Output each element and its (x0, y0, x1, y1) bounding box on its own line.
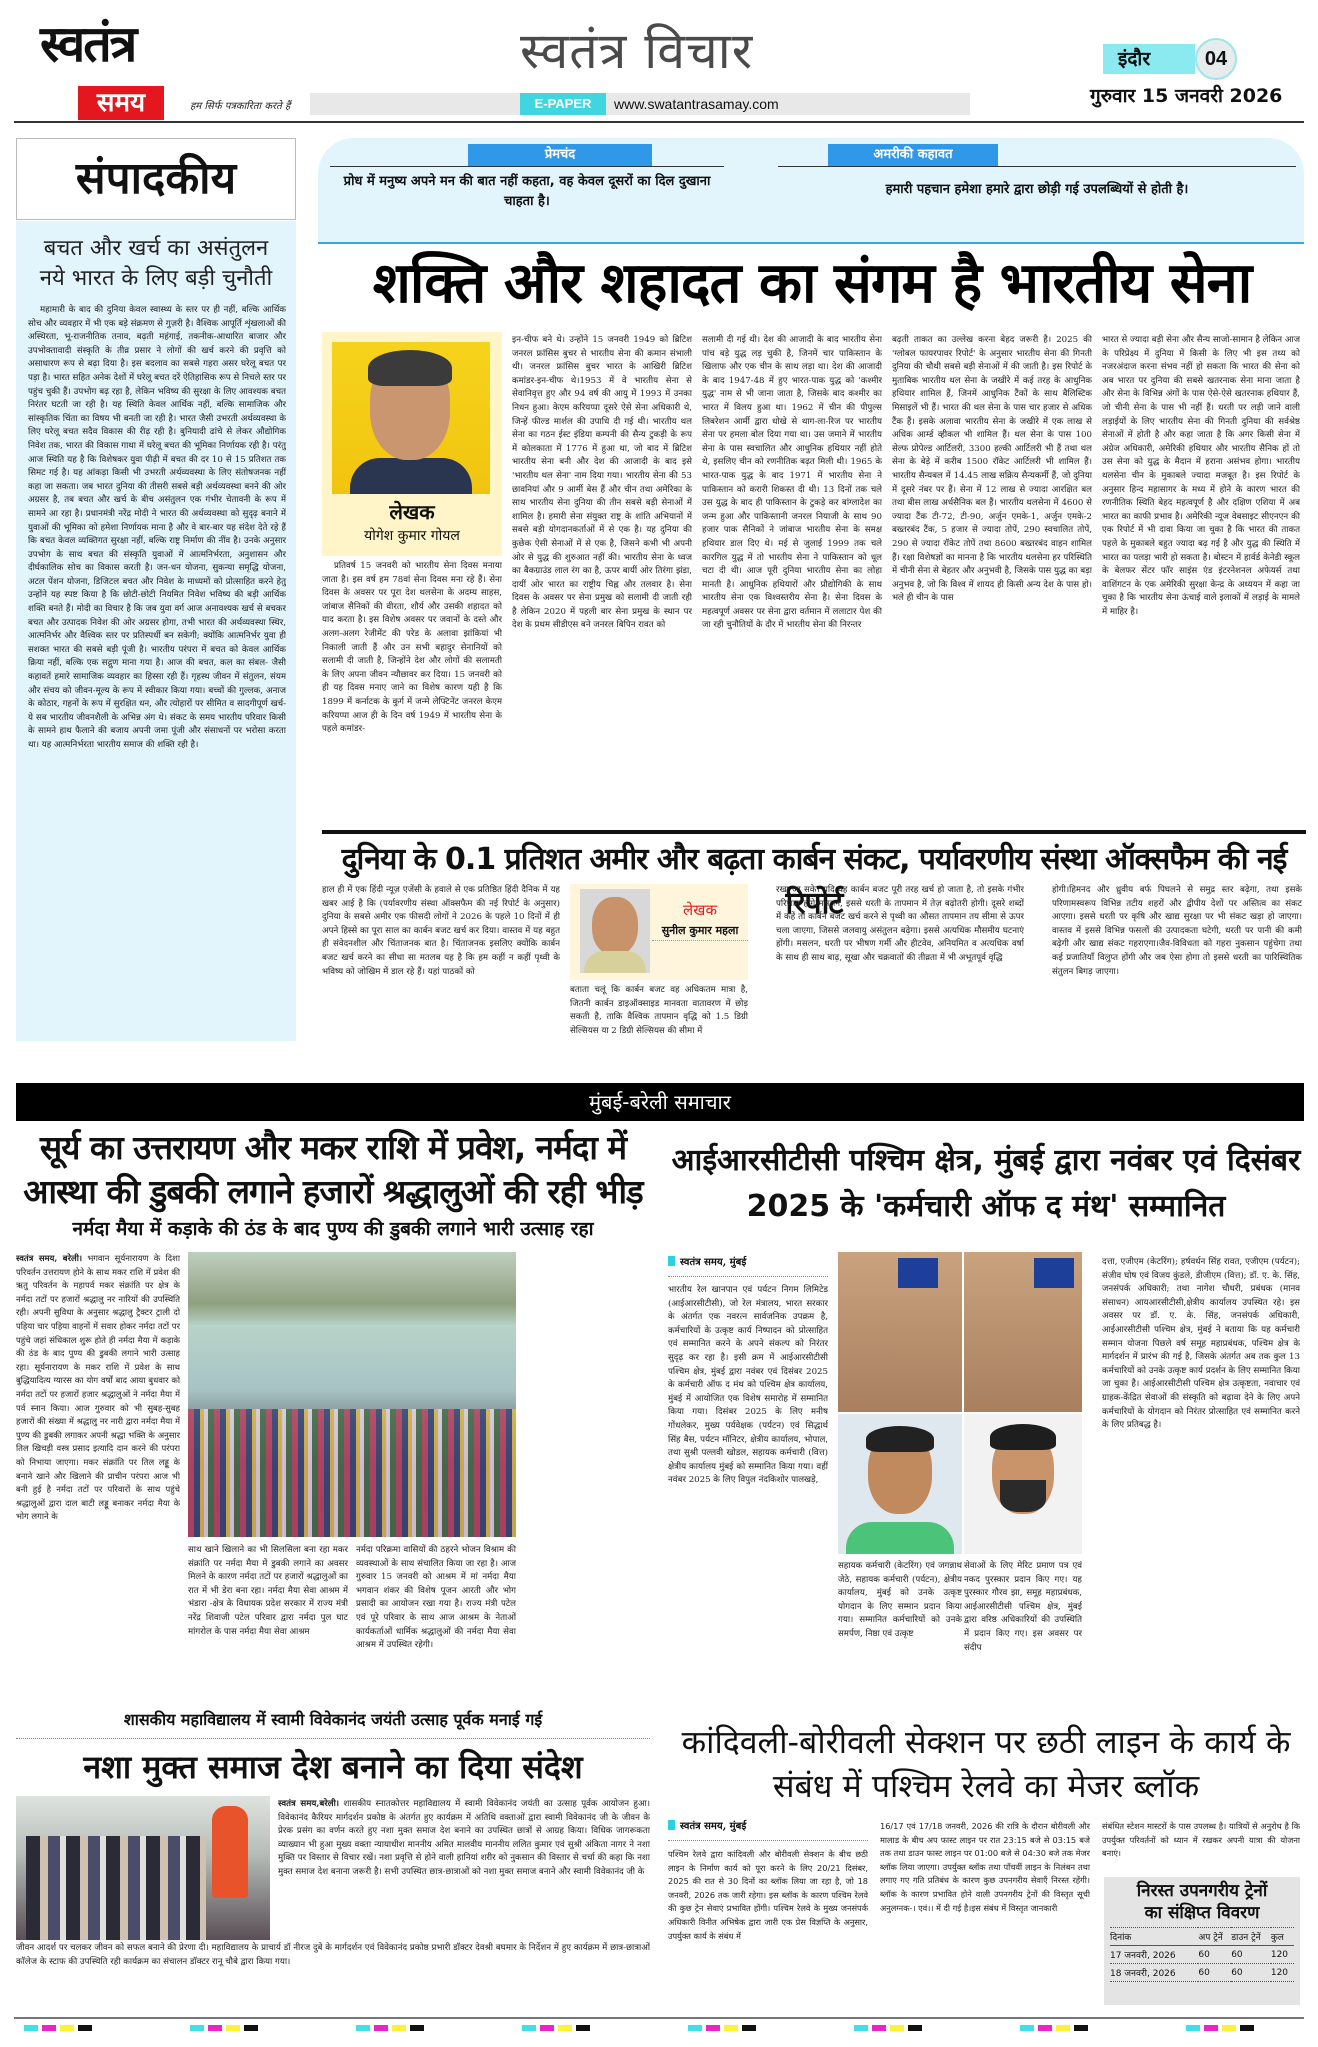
cmyk-mark (190, 2025, 258, 2031)
section-bar-mumbai-bareilly: मुंबई-बरेली समाचार (16, 1083, 1304, 1121)
author-photo (332, 342, 490, 494)
nasha-body-bottom: जीवन आदर्श पर चलकर जीवन को सफल बनाने की प्रेरणा दी। महाविद्यालय के प्राचार्य डॉ नीरज दुबे के मार्गदर्शन एवं विवेकानंद प्रकोष्ठ प्रभारी डॉक्टर देवश्री बघमार के निर्देशन में हुए कार्यक्रम में छात्र-छात्राओं कॉलेज के स्टाफ की उपस्थिति रही कार्यक्रम का संचालन डॉक्टर रानू चौबे द्वारा किया गया। (16, 1943, 650, 1967)
employee-photo-2 (964, 1414, 1082, 1554)
narmada-col-2: साथ खाने खिलाने का भी सिलसिला बना रहा मकर संक्रांति पर नर्मदा मैया में डुबकी लगाने का अवसर मिलने के कारण नर्मदा तटों पर हजारों श्रद्धालुओं का रात में भी डेरा बना रहा। नर्मदा मैया सेवा आश्रम में भंडारा -क्षेत्र के विधायक प्रदेश सरकार में राज्य मंत्री नरेंद्र शिवाजी पटेल परिवार द्वारा नर्मदा पुल घाट मांगरोल के पास नर्मदा मैया सेवा आश्रम (188, 1545, 348, 1637)
irctc-dateline-text: स्वतंत्र समय, मुंबई (680, 1257, 747, 1268)
dateline-marker-icon (668, 1256, 675, 1266)
kandivali-dateline (668, 1820, 868, 1841)
award-photo-1 (838, 1252, 962, 1412)
kicker-rule (16, 1738, 650, 1739)
table-row (1110, 1946, 1294, 1964)
quote-text-american: हमारी पहचान हमेशा हमारे द्वारा छोड़ी गई उपलब्धियों से होती है। (885, 182, 1189, 197)
cell-up: 60 (1198, 1964, 1231, 1982)
city-label: इंदौर (1118, 48, 1151, 70)
nasha-headline: नशा मुक्त समाज देश बनाने का दिया संदेश (83, 1748, 583, 1786)
irctc-headline: आईआरसीटीसी पश्चिम क्षेत्र, मुंबई द्वारा नवंबर एवं दिसंबर 2025 के 'कर्मचारी ऑफ द मंथ' सम्मानित (671, 1143, 1301, 1224)
masthead-divider (14, 121, 1304, 123)
kandivali-dateline-text: स्वतंत्र समय, मुंबई (680, 1821, 747, 1832)
col-header-total: कुल (1271, 1928, 1294, 1946)
army-col-1: प्रतिवर्ष 15 जनवरी को भारतीय सेना दिवस मनाया जाता है। इस वर्ष हम 78वां सेना दिवस मना रहे हैं। सेना दिवस के अवसर पर पूरा देश थलसेना के अदम्य साहस, जांबाज सैनिकों की वीरता, शौर्य और उसकी शहादत को याद करता है। इस विशेष अवसर पर जवानों के दस्ते और अलग-अलग रेजीमेंट की परेड के अलावा झांकियां भी निकाली जाती हैं और उन सभी बहादुर सेनानियों को सलामी दी जाती है, जिन्होंने देश और लोगों की सलामती के लिए अपना जीवन न्यौछावर कर दिया। 15 जनवरी को ही यह दिवस मनाए जाने का विशेष कारण यही है कि 1899 में कर्नाटक के कुर्ग में जन्मे लेफ्टिनेंट जनरल केएम करियप्पा आज ही के दिन वर्ष 1949 में भारतीय सेना के पहले कमांडर- (322, 561, 502, 735)
kandivali-col-1: पश्चिम रेलवे द्वारा कांदिवली और बोरीवली सेक्शन के बीच छठी लाइन के निर्माण कार्य को पूरा करने के लिए 20/21 दिसंबर, 2025 की रात से 30 दिनों का ब्लॉक लिया जा रहा है, जो 18 जनवरी, 2026 तक जारी रहेगा। इस ब्लॉक के कारण पश्चिम रेलवे की कुछ ट्रेन सेवाएं प्रभावित होंगी। पश्चिम रेलवे के मुख्य जनसंपर्क अधिकारी विनीत अभिषेक द्वारा जारी एक प्रेस विज्ञप्ति के अनुसार, उपर्युक्त कार्य के संबंध में (668, 1849, 868, 1941)
website-link[interactable]: www.swatantrasamay.com (614, 96, 779, 112)
cmyk-mark (1020, 2025, 1088, 2031)
cmyk-mark (1186, 2025, 1254, 2031)
army-col-4: बढ़ती ताकत का उल्लेख करना बेहद जरूरी है। 2025 की 'ग्लोबल फायरपावर रिपोर्ट' के अनुसार भारतीय सेना की गिनती दुनिया की चौथी सबसे बड़ी सेनाओं में की जाती है। इस रिपोर्ट के मुताबिक भारतीय थल सेना के जखीरे में कई तरह के आधुनिक हथियार शामिल हैं, जिनमें आधुनिक टैंकों के साथ बैलिस्टिक मिसाइलें भी हैं। भारत की थल सेना के पास चार हजार से अधिक टैंक हैं। इसके अलावा भारतीय सेना के जखीरे में एक लाख से अधिक आर्म्ड व्हीकल भी शामिल हैं। थल सेना के पास 100 सेल्फ प्रोपेल्ड आर्टिलरी, 3300 हल्की आर्टिलरी भी हैं तथा थल सेना के बेड़े में करीब 1500 रॉकेट आर्टिलरी भी शामिल हैं। भारतीय सैन्यबल में 14.45 लाख सक्रिय सैन्यकर्मी हैं, जो दुनिया में दूसरे नंबर पर हैं। सेना में 12 लाख से ज्यादा आरक्षित बल तथा बीस लाख अर्धसैनिक बल हैं। भारतीय थलसेना में 4600 से ज्यादा टैंक टी-72, टी-90, अर्जुन एमके-1, अर्जुन एमके-2 बख्तरबंद टैंक, 5 हजार से ज्यादा तोपें, 290 स्वचालित तोपें, 290 से ज्यादा रॉकेट तोपें तथा 8600 बख्तरबंद वाहन शामिल हैं। रक्षा विशेषज्ञों का मानना है कि भारतीय थलसेना हर परिस्थिति में चीनी सेना से बेहतर और अनुभवी है, जिसके पास युद्ध का बड़ा अनुभव है, जो कि विश्व में शायद ही किसी अन्य देश के पास हो। भले ही चीन के पास (892, 335, 1092, 604)
award-photo-2 (964, 1252, 1082, 1412)
cell-date: 17 जनवरी, 2026 (1110, 1946, 1198, 1964)
army-col-3: सलामी दी गई थी। देश की आजादी के बाद भारतीय सेना पांच बड़े युद्ध लड़ चुकी है, जिनमें चार पाकिस्तान के खिलाफ और एक चीन के साथ लड़ा था। देश की आजादी के बाद 1947-48 में हुए भारत-पाक युद्ध को 'कश्मीर युद्ध' नाम से भी जाना जाता है, जिसके बाद कश्मीर का भारत में विलय हुआ था। 1962 में चीन की पीपुल्स लिबरेशन आर्मी द्वारा धोखे से थाग-ला-रिज पर भारतीय सेना पर हमला बोल दिया गया था। उस जमाने में भारतीय सेना के पास स्वचालित और आधुनिक हथियार नहीं होते थे, इसलिए चीन को रणनीतिक बढ़त मिली थी। 1965 के भारत-पाक युद्ध के बाद 1971 में भारतीय सेना ने पाकिस्तान को करारी शिकस्त दी थी। 13 दिनों तक चले उस युद्ध के बाद ही पाकिस्तान के टुकड़े कर बांग्लादेश का जन्म हुआ और पाकिस्तानी जनरल नियाजी के साथ 90 हजार पाक सैनिकों ने जांबाज भारतीय सेना के समक्ष हथियार डाल दिए थे। मई से जुलाई 1999 तक चले कारगिल युद्ध में तो भारतीय सेना ने पाकिस्तान को धूल चटा दी थी। आज पूरी दुनिया भारतीय सेना का लोहा मानती है। आधुनिक हथियारों और प्रौद्योगिकी के साथ भारतीय सेना एक विश्वस्तरीय सेना है। सेना दिवस के महत्वपूर्ण अवसर पर सेना द्वारा वर्तमान में ललाटार पेश की जा रही चुनौतियों के दौर में भारतीय सेना की निरन्तर (702, 335, 882, 631)
col-header-up: अप ट्रेनें (1198, 1928, 1231, 1946)
section-divider (322, 830, 1306, 834)
irctc-caption-right: सेवाओं के लिए मेरिट प्रमाण पत्र एवं नकद पुरस्कार प्रदान किए गए। यह पुरस्कार गौरव झा, समूह महाप्रबंधक, आईआरसीटीसी पश्चिम क्षेत्र, मुंबई द्वारा वरिष्ठ अधिकारियों की उपस्थिति में प्रदान किए गए। इस अवसर पर संदीप (964, 1561, 1082, 1653)
table-header-row (1110, 1928, 1294, 1946)
cell-total: 120 (1271, 1946, 1294, 1964)
irctc-col-3: दत्ता, एजीएम (केटरिंग); हर्षवर्धन सिंह रावत, एजीएम (पर्यटन); संजीव घोष एवं विजय कुंडले, डीजीएम (वित्त); डॉ. ए. के. सिंह, जनसंपर्क अधिकारी; तथा नागेश चौधरी, प्रबंधक (मानव संसाधन) आयआरसीटीसी,क्षेत्रीय कार्यालय उपस्थित रहे। इस अवसर पर डॉ. ए. के. सिंह, जनसंपर्क अधिकारी, आईआरसीटीसी पश्चिम क्षेत्र, मुंबई ने बताया कि यह कर्मचारी सम्मान योजना पिछले वर्ष समूह महाप्रबंधक, पश्चिम क्षेत्र के मार्गदर्शन में प्रारंभ की गई है, जिसके अंतर्गत अब तक कुल 13 कर्मचारियों को उनके उत्कृष्ट कार्य प्रदर्शन के लिए सम्मानित किया जा चुका है। आईआरसीटीसी पश्चिम क्षेत्र उत्कृष्टता, नवाचार एवं ग्राहक-केंद्रित सेवाओं की संस्कृति को बढ़ावा देने के लिए अपने कर्मचारियों के योगदान को निरंतर प्रोत्साहित एवं सम्मानित करने के लिए प्रतिबद्ध है। (1102, 1257, 1300, 1431)
cmyk-mark (356, 2025, 424, 2031)
editorial-headline-line2: नये भारत के लिए बड़ी चुनौती (39, 266, 273, 291)
oxfam-col-2: बताता चलूं कि कार्बन बजट वह अधिकतम मात्रा है, जितनी कार्बन डाइऑक्साइड मानवता वातावरण में छोड़ सकती है, ताकि वैश्विक तापमान वृद्धि को 1.5 डिग्री सेल्सियस या 2 डिग्री सेल्सियस की सीमा में (570, 985, 748, 1036)
editorial-body: महामारी के बाद की दुनिया केवल स्वास्थ्य के स्तर पर ही नहीं, बल्कि आर्थिक सोच और व्यवहार में भी एक बड़े संक्रमण से गुज़री है। वैश्विक आपूर्ति शृंखलाओं की अस्थिरता, भू-राजनीतिक तनाव, बढ़ती महंगाई, तकनीक-आधारित बाजार और उपभोक्तावादी संस्कृति के तीव्र प्रसार ने लोगों की खर्च करने की प्रवृत्ति को असाधारण रूप से बढ़ा दिया है। इस बदलाव का सबसे गहरा असर घरेलू बचत पर पड़ा है। भारत सहित अनेक देशों में घरेलू बचत दरें ऐतिहासिक रूप से निचले स्तर पर पहुंच चुकी हैं। उपभोग बढ़ रहा है, लेकिन भविष्य की सुरक्षा के लिए आवश्यक बचत निरंतर घटती जा रही है। यह स्थिति केवल आर्थिक नहीं, बल्कि सामाजिक और सांस्कृतिक चिंता का विषय भी बनती जा रही है। भारत जैसी उभरती अर्थव्यवस्था के लिए घरेलू बचत सदैव विकास की रीढ़ रही है। बुनियादी ढांचे से लेकर औद्योगिक निवेश तक, भारत की विकास गाथा में घरेलू बचत की भूमिका निर्णायक रही है। परंतु आज स्थिति यह है कि विशेषकर युवा पीढ़ी में बचत की दर 10 से 15 प्रतिशत तक सिमट गई है। यह आंकड़ा किसी भी उभरती अर्थव्यवस्था के लिए संतोषजनक नहीं कहा जा सकता। जब भारत दुनिया की तीसरी सबसे बड़ी अर्थव्यवस्था बनने की ओर अग्रसर है, तब बचत और खर्च के बीच असंतुलन एक गंभीर चेतावनी के रूप में सामने आ रहा है। प्रधानमंत्री नरेंद्र मोदी ने भारत की अर्थव्यवस्था को सुदृढ़ बनाने में युवाओं की भूमिका को हमेशा निर्णायक माना है और वे बार-बार यह संदेश देते रहे हैं कि बचत केवल व्यक्तिगत सुरक्षा नहीं, बल्कि राष्ट्र निर्माण की नींव है। उनके अनुसार उपभोग के साथ बचत की संस्कृति युवाओं में आत्मनिर्भरता, अनुशासन और दीर्घकालिक सोच का विकास करती है। जन-धन योजना, सुकन्या समृद्धि योजना, अटल पेंशन योजना, डिजिटल बचत और निवेश के माध्यमों को प्रोत्साहित करने हेतु उन्होंने यह स्पष्ट किया है कि छोटी-छोटी नियमित निवेश भविष्य की बड़ी आर्थिक शक्ति बनते हैं। मोदी का विचार है कि जब युवा वर्ग आज अनावश्यक खर्च से बचकर बचत और उत्पादक निवेश की ओर अग्रसर होगा, तभी भारत की अर्थव्यवस्था स्थिर, आत्मनिर्भर और वैश्विक स्तर पर प्रतिस्पर्धी बन सकेगी; क्योंकि आत्मनिर्भर युवा ही सशक्त भारत की सबसे बड़ी पूंजी है। भारतीय परंपरा में बचत को केवल आर्थिक क्रिया नहीं, बल्कि एक सद्गुण माना गया है। आज की बचत, कल का संबल- जैसी कहावतें हमारे सामाजिक व्यवहार का हिस्सा रही हैं। गृहस्थ जीवन में संतुलन, संयम और संचय को जीवन-मूल्य के रूप में स्वीकार किया गया। बच्चों की गुल्लक, अनाज के कोठार, गहनों के रूप में सुरक्षित धन, और त्योहारों पर सीमित व सादगीपूर्ण खर्च-ये सब भारतीय जीवनशैली के अभिन्न अंग थे। संकट के समय भारतीय परिवार किसी के सामने हाथ फैलाने की बजाय अपनी जमा पूंजी और संसाधनों पर भरोसा करता था। यह आत्मनिर्भरता भारतीय समाज की शक्ति रही है। (28, 305, 286, 750)
army-headline: शक्ति और शहादत का संगम है भारतीय सेना (372, 251, 1252, 316)
narmada-subheadline: नर्मदा मैया में कड़ाके की ठंड के बाद पुण्य की डुबकी लगाने भारी उत्साह रहा (72, 1218, 594, 1240)
irctc-dateline (668, 1256, 828, 1277)
col-header-date: दिनांक (1110, 1928, 1198, 1946)
table-row (1110, 1964, 1294, 1982)
cell-up: 60 (1198, 1946, 1231, 1964)
table-title-line1: निरस्त उपनगरीय ट्रेनों (1136, 1881, 1268, 1901)
cell-down: 60 (1231, 1946, 1271, 1964)
editorial-headline (28, 234, 284, 294)
narmada-col-3: नर्मदा परिक्रमा वासियों की ठहरने भोजन विश्राम की व्यवस्थाओं के साथ संचालित किया जा रहा है। आज गुरुवार 15 जनवरी को आश्रम में मां नर्मदा मैया भगवान शंकर की विशेष पूजन आरती और भोग प्रसादी का आयोजन रखा गया है। राज्य मंत्री पटेल एवं पूरे परिवार के साथ आज आश्रम के नेताओं कार्यकर्ताओं धार्मिक श्रद्धालुओं की नर्मदा मैया सेवा आश्रम में उपस्थित रहेगी। (356, 1545, 516, 1651)
cell-total: 120 (1271, 1964, 1294, 1982)
employee-photo-1 (838, 1414, 962, 1554)
nasha-body-right (278, 1798, 650, 1940)
quote-rule (778, 166, 1296, 167)
logo-samay: समय (78, 86, 164, 120)
river-crowd-photo (188, 1252, 516, 1537)
kandivali-col-3: संबंधित स्टेशन मास्टरों के पास उपलब्ध है। यात्रियों से अनुरोध है कि उपर्युक्त परिवर्तनों को ध्यान में रखकर अपनी यात्रा की योजना बनाएं। (1102, 1821, 1300, 1859)
cell-down: 60 (1231, 1964, 1271, 1982)
oxfam-col-4: होगी।हिमनद और ध्रुवीय बर्फ पिघलने से समुद्र स्तर बढ़ेगा, तथा इसके परिणामस्वरूप विभिन्न तटीय शहरों और द्वीपीय देशों पर अस्तित्व का संकट आएगा। इससे धरती पर कृषि और खाद्य सुरक्षा पर भी संकट खड़ा हो जाएगा। वास्तव में इससे विभिन्न फसलों की उत्पादकता घटेगी, धरती पर पानी की कमी बढ़ेगी और खाद्य संकट गहराएगा।जैव-विविधता को गहरा नुकसान पहुंचेगा तथा कई प्रजातियाँ विलुप्त होंगी और जब ऐसा होगा तो इससे धरती का पारिस्थितिक संतुलन बिगड़ जाएगा। (1052, 885, 1302, 977)
table-title-line2: का संक्षिप्त विवरण (1144, 1903, 1260, 1923)
irctc-col-1: भारतीय रेल खानपान एवं पर्यटन निगम लिमिटेड (आईआरसीटीसी), जो रेल मंत्रालय, भारत सरकार के अंतर्गत एक नवरत्न सार्वजनिक उपक्रम है, कर्मचारियों के उत्कृष्ट कार्य निष्पादन को प्रोत्साहित एवं सम्मानित करने के अपने संकल्प को निरंतर सुदृढ़ कर रहा है। इसी क्रम में आईआरसीटीसी पश्चिम क्षेत्र, मुंबई द्वारा नवंबर एवं दिसंबर 2025 के कर्मचारी ऑफ द मंथ को पश्चिम क्षेत्र कार्यालय, मुंबई में आयोजित एक विशेष समारोह में सम्मानित किया गया। दिसंबर 2025 के लिए मनीष गोंधलेकर, मुख्य पर्यवेक्षक (पर्यटन) एवं सिद्धार्थ सिंह बैस, पर्यटन मॉनिटर, क्षेत्रीय कार्यालय, भोपाल, तथा सुश्री पल्लवी खोडल, सहायक कर्मचारी (वित्त) क्षेत्रीय कार्यालय मुंबई को सम्मानित किया गया। वहीं नवंबर 2025 के लिए विपुल नंदकिशोर पालखड़े, (668, 1285, 828, 1486)
kandivali-headline: कांदिवली-बोरीवली सेक्शन पर छठी लाइन के कार्य के संबंध में पश्चिम रेलवे का मेजर ब्लॉक (681, 1723, 1291, 1805)
quote-label-american: अमरीकी कहावत (828, 144, 998, 166)
author2-photo (580, 889, 650, 973)
editorial-label: संपादकीय (16, 138, 296, 220)
cmyk-mark (854, 2025, 922, 2031)
epaper-badge: E-PAPER (520, 93, 606, 115)
cmyk-mark (24, 2025, 92, 2031)
army-col-2: इन-चीफ बने थे। उन्होंने 15 जनवरी 1949 को ब्रिटिश जनरल फ्रांसिस बुचर से भारतीय सेना की कमान संभाली थी। जनरल फ्रांसिस बुचर भारत के आखिरी ब्रिटिश कमांडर-इन-चीफ थे।1953 में वे भारतीय सेना से सेवानिवृत्त हुए और 94 वर्ष की आयु में 1993 में उनका निधन हुआ। केएम करियप्पा दूसरे ऐसे सेना अधिकारी थे, जिन्हें फील्ड मार्शल की उपाधि दी गई थी। भारतीय थल सेना का गठन ईस्ट इंडिया कम्पनी की सैन्य टुकड़ी के रूप में कोलकाता में 1776 में हुआ था, जो बाद में ब्रिटिश भारतीय सेना बनी और देश की आजादी के बाद इसे 'भारतीय थल सेना' नाम दिया गया। भारतीय सेना की 53 छावनियां और 9 आर्मी बेस हैं और चीन तथा अमेरिका के साथ भारतीय सेना दुनिया की तीन सबसे बड़ी सेनाओं में शामिल है। हमारी सेना संयुक्त राष्ट्र के शांति अभियानों में सबसे बड़ी योगदानकर्ताओं में से एक है। यह दुनिया की कुछेक ऐसी सेनाओं में से एक है, जिसने कभी भी अपनी ओर से युद्ध की शुरुआत नहीं की। भारतीय सेना के ध्वज का बैकग्राउंड लाल रंग का है, ऊपर बायीं ओर तिरंगा झंडा, दायीं ओर भारत का राष्ट्रीय चिह्न और तलवार है। सेना दिवस के अवसर पर सेना प्रमुख को सलामी दी जाती रही है लेकिन 2020 में पहली बार सेना प्रमुख के स्थान पर देश के प्रथम सीडीएस बने जनरल बिपिन रावत को (512, 335, 692, 631)
cmyk-mark (688, 2025, 756, 2031)
quote-label-premchand: प्रेमचंद (468, 144, 652, 166)
oxfam-col-1: हाल ही में एक हिंदी न्यूज़ एजेंसी के हवाले से एक प्रतिष्ठित हिंदी दैनिक में यह खबर आई है कि (पर्यावरणीय संस्था ऑक्सफैम की नई रिपोर्ट के अनुसार) दुनिया के सबसे अमीर एक फीसदी लोगों ने 2026 के पहले 10 दिनों में ही अपने हिस्से का पूरा साल का कार्बन बजट खर्च कर दिया। वास्तव में यह बहुत ही संवेदनशील और चिंताजनक बात है। चिंताजनक इसलिए क्योंकि कार्बन बजट खर्च करने का सीधा सा मतलब यह है कि हम कहीं न कहीं पृथ्वी के भविष्य को जोखिम में डाल रहे हैं। यहां पाठकों को (322, 885, 560, 977)
logo-top-text: स्वतंत्र (40, 15, 136, 73)
author-label: लेखक (389, 500, 435, 524)
page-number: 04 (1195, 38, 1237, 80)
page-title: स्वतंत्र विचार (520, 22, 754, 80)
oxfam-col-3: रखा जा सके। यदि यह कार्बन बजट पूरी तरह खर्च हो जाता है, तो इसके गंभीर परिणाम होंगे।मसलन, इससे धरती के तापमान में तेज़ बढ़ोतरी होगी। दूसरे शब्दों में कहें तो कार्बन बजट खर्च करने से पृथ्वी का औसत तापमान तय सीमा से ऊपर चला जाएगा, जिससे जलवायु असंतुलन बढ़ेगा। इससे अत्यधिक मौसमीय घटनाएं होंगी। मसलन, धरती पर भीषण गर्मी और हीटवेव, अनियमित व अत्यधिक वर्षा के साथ ही साथ बाढ़, सूखा और चक्रवातों की तीव्रता में भी अभूतपूर्व वृद्धि (776, 885, 1024, 963)
quote-rule (330, 166, 724, 167)
oxfam-headline: दुनिया के 0.1 प्रतिशत अमीर और बढ़ता कार्बन संकट, पर्यावरणीय संस्था ऑक्सफैम की नई रिपोर्ट (341, 842, 1287, 921)
kandivali-col-2: 16/17 एवं 17/18 जनवरी, 2026 की रात्रि के दौरान बोरीवली और मालाड के बीच अप फास्ट लाइन पर रात 23:15 बजे से 03:15 बजे तक तथा डाउन फास्ट लाइन पर 01:00 बजे से 04:30 बजे तक मेजर ब्लॉक लिया जाएगा। उपर्युक्त ब्लॉक तथा पाँचवीं लाइन के निलंबन तथा लगाए गए गति प्रतिबंध के कारण कुछ उपनगरीय सेवाएँ निरस्त रहेंगी। ब्लॉक के कारण प्रभावित होने वाली उपनगरीय ट्रेनों की विस्तृत सूची अनुलग्नक-। एवं।। में दी गई है।इस संबंध में विस्तृत जानकारी (880, 1821, 1090, 1913)
nasha-dateline: स्वतंत्र समय,बरेली। (278, 1799, 340, 1809)
author2-name: सुनील कुमार महला (652, 922, 748, 941)
author2-label: लेखक (683, 901, 717, 919)
army-col-5: भारत से ज्यादा बड़ी सेना और सैन्य साजो-सामान है लेकिन आज के परिप्रेक्ष्य में दुनिया में किसी के लिए भी इस तथ्य को नजरअंदाज करना संभव नहीं हो सकता कि भारत की सेना को अब भारत पर दुनिया की सबसे खतरनाक सेना माना जाता है और सेना के विभिन्न अंगों के पास ऐसे-ऐसे खतरनाक हथियार हैं, जो चीनी सेना के पास भी नहीं हैं। धरती पर लड़ी जाने वाली लड़ाईयों के लिए भारतीय सेना की गिनती दुनिया की सर्वश्रेष्ठ सेनाओं में होती है और कहा जाता है कि अगर किसी सेना में अंग्रेज अधिकारी, अमेरिकी हथियार और भारतीय सैनिक हों तो उस सेना को युद्ध के मैदान में हराना असंभव होगा। भारतीय थलसेना चीन के मुकाबले ज्यादा मजबूत है। इस रिपोर्ट के अनुसार हिन्द महासागर के मध्य में होने के कारण भारत की रणनीतिक स्थिति बेहद महत्वपूर्ण है और दक्षिण एशिया में अब भारत का काफी प्रभाव है। अमेरिकी न्यूज वेबसाइट सीएनएन की एक रिपोर्ट में भी दावा किया जा चुका है कि भारत की ताकत पहले के मुकाबले बहुत ज्यादा बढ़ गई है और युद्ध की स्थिति में भारत का पलड़ा भारी हो सकता है। बोस्टन में हार्वर्ड केनेडी स्कूल के बेलफर सेंटर फॉर साइंस एंड इंटरनेशनल अफेयर्स तथा वाशिंगटन के एक अमेरिकी सुरक्षा केन्द्र के अध्ययन में कहा जा चुका है कि भारतीय सेना ऊंचाई वाले इलाकों में लड़ाई के मामले में माहिर है। (1102, 335, 1300, 617)
cancelled-trains-table (1110, 1927, 1294, 1982)
irctc-caption-left: सहायक कर्मचारी (केटरिंग) एवं जगन्नाथ जेठे, सहायक कर्मचारी (पर्यटन), क्षेत्रीय कार्यालय, मुंबई को उनके उत्कृष्ट योगदान के लिए सम्मान प्रदान किया गया। सम्मानित कर्मचारियों को उनके समर्पण, निष्ठा एवं उत्कृष्ट (838, 1561, 962, 1639)
event-group-photo (16, 1796, 270, 1940)
narmada-col-1-text: भगवान सूर्यनारायण के दिशा परिवर्तन उत्तरायण होने के साथ मकर राशि में प्रवेश की ऋतु परिवर्तन के महापर्व मकर संक्रांति पर क्षेत्र के नर्मदा तटों पर हजारों श्रद्धालु नर नारियों की उपस्थिति रही। अपनी सुविधा के अनुसार श्रद्धालु ट्रैक्टर ट्राली दो पहिया चार पहिया वाहनों में सवार होकर नर्मदा तटों पर पहुंचे जहां संधिकाल शुरू होते ही नर्मदा मैया में कड़ाके की ठंड के बाद पुण्य की डुबकी लगाने भारी उत्साह रहा। सूर्यनारायण के मकर राशि में प्रवेश के साथ बुद्धियादित्य ग्यारस का योग वर्षों बाद आया बुधवार को नर्मदा तटों पर हजारों हजार श्रद्धालुओं ने नर्मदा मैया में पर्व स्नान किया। आज गुरुवार को भी सुबह-सुबह हजारों की संख्या में श्रद्धालु नर नारी द्वारा नर्मदा मैया में पुण्य की डुबकी लगाकर अपनी श्रद्धा भक्ति के अनुसार तिल खिचड़ी वस्त्र प्रसाद इत्यादि दान करने की परंपरा को निभाया जाएगा। मकर संक्रांति पर तिल लड्डू के बनाने खाने और खिलाने की प्राचीन परंपरा आज भी बनी हुई है नर्मदा तटों पर परिवारों के साथ पहुंचे श्रद्धालुओं द्वारा दाल बाटी लड्डू बनाकर नर्मदा मैया के भोग लगाने के (16, 1253, 180, 1522)
cmyk-mark (522, 2025, 590, 2031)
tagline: हम सिर्फ पत्रकारिता करते हैं (190, 101, 291, 112)
page-bottom-rule (14, 2017, 1304, 2019)
col-header-down: डाउन ट्रेनें (1231, 1928, 1271, 1946)
quote-text-premchand: प्रोध में मनुष्य अपने मन की बात नहीं कहता, वह केवल दूसरों का दिल दुखाना चाहता है। (343, 174, 711, 209)
cancelled-trains-title (1104, 1880, 1300, 1924)
narmada-col-1 (16, 1252, 180, 1702)
narmada-headline: सूर्य का उत्तरायण और मकर राशि में प्रवेश, नर्मदा में आस्था की डुबकी लगाने हजारों श्रद्धालुओं की रही भीड़ (23, 1128, 643, 1211)
narmada-dateline: स्वतंत्र समय, बरेली। (16, 1253, 83, 1263)
cell-date: 18 जनवरी, 2026 (1110, 1964, 1198, 1982)
dateline-marker-icon (668, 1820, 675, 1830)
issue-date: गुरुवार 15 जनवरी 2026 (1090, 85, 1283, 107)
author-name: योगेश कुमार गोयल (364, 528, 460, 544)
nasha-body-right-text: शासकीय स्नातकोत्तर महाविद्यालय में स्वामी विवेकानंद जयंती का उत्साह पूर्वक आयोजन हुआ। विवेकानंद कैरियर मार्गदर्शन प्रकोष्ठ के अंतर्गत हुए कार्यक्रम में अतिथि वक्ताओं द्वारा स्वामी विवेकानंद जी के जीवन के प्रेरक प्रसंग का वर्णन करते हुए नशा मुक्त समाज देश बनाने का उपस्थित छात्रों से आग्रह किया। विधिक जागरूकता व्याख्यान भी हुआ मुख्य वक्ता न्यायाधीश माननीय अमित मालवीय माननीय ललित कुमार एवं सुश्री अंकिता नागर ने नशा मुक्ति पर विस्तार से विचार रखें। नशा प्रवृत्ति से होने वाली हानियां शरीर को नुकसान की विस्तार से चर्चा की कहा कि नशा मुक्त समाज देश बनाना जरूरी है। सभी उपस्थित छात्र-छात्राओं को नशा मुक्त समाज बनाने और स्वामी विवेकानंद जी के (278, 1799, 650, 1877)
nasha-kicker: शासकीय महाविद्यालय में स्वामी विवेकानंद जयंती उत्साह पूर्वक मनाई गई (123, 1710, 543, 1729)
editorial-headline-line1: बचत और खर्च का असंतुलन (43, 236, 269, 261)
